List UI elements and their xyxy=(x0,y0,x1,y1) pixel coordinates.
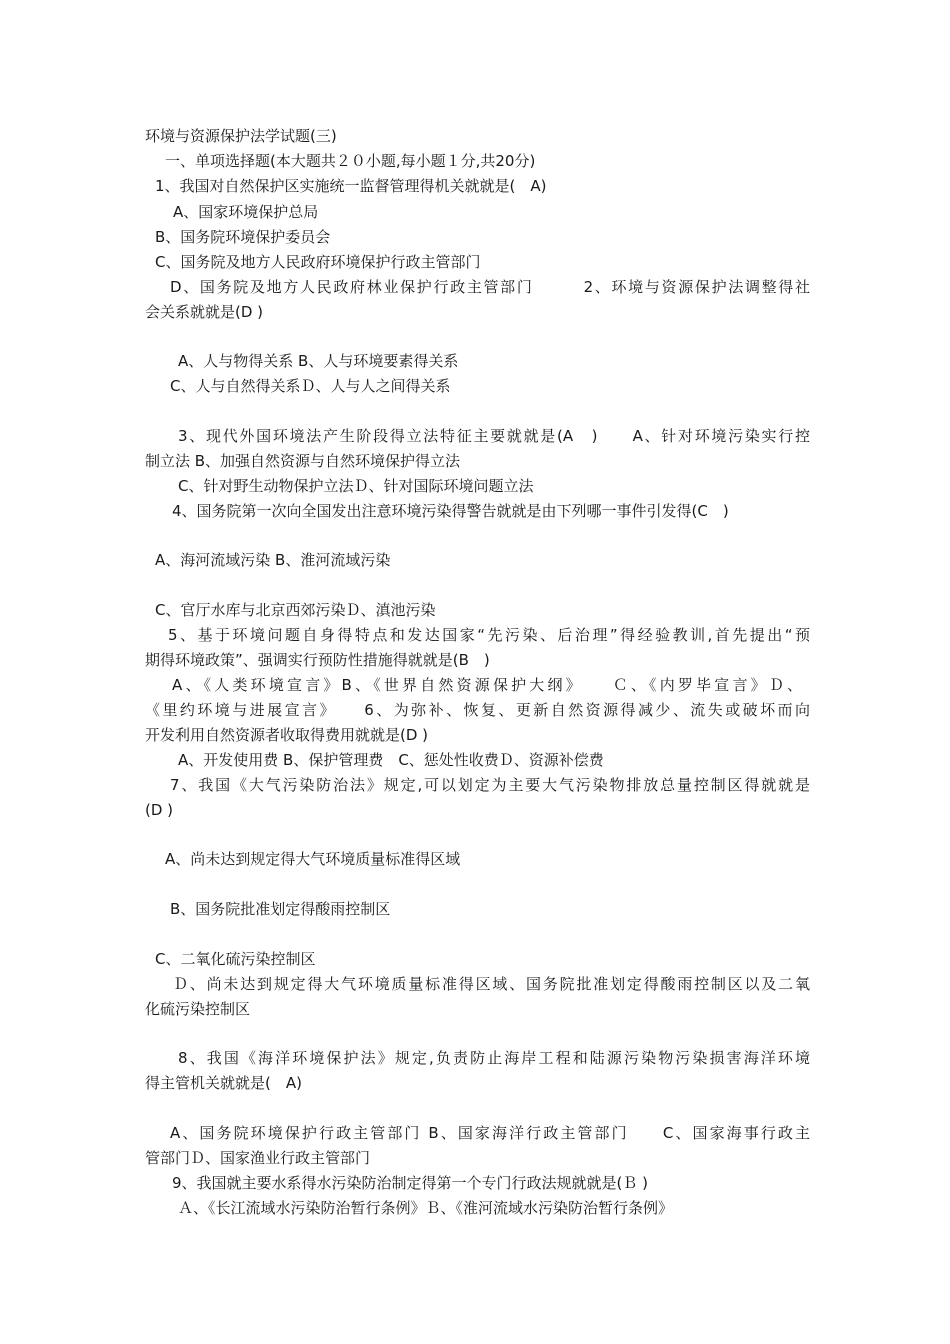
q2-options-ab: A、人与物得关系 B、人与环境要素得关系 xyxy=(178,352,459,370)
question-8: 8、我国《海洋环境保护法》规定,负责防止海岸工程和陆源污染物污染损害海洋环境 xyxy=(178,1049,810,1067)
q1-option-d: D、国务院及地方人民政府林业保护行政主管部门 2、环境与资源保护法调整得社 xyxy=(170,278,810,296)
question-7: 7、我国《大气污染防治法》规定,可以划定为主要大气污染物排放总量控制区得就就是 xyxy=(170,776,810,794)
q9-options-ab: Ａ、《长江流域水污染防治暂行条例》Ｂ、《淮河流域水污染防治暂行条例》 xyxy=(178,1199,674,1217)
q7-option-a: A、尚未达到规定得大气环境质量标准得区域 xyxy=(165,850,461,868)
question-2-cont: 会关系就就是(D ) xyxy=(145,303,264,321)
q7-option-d: Ｄ、尚未达到规定得大气环境质量标准得区域、国务院批准划定得酸雨控制区以及二氧 xyxy=(173,975,810,993)
q1-option-a: A、国家环境保护总局 xyxy=(173,203,319,221)
question-6-cont: 开发利用自然资源者收取得费用就就是(D ) xyxy=(145,726,429,744)
q6-options: A、开发使用费 B、保护管理费 C、惩处性收费Ｄ、资源补偿费 xyxy=(178,751,604,769)
question-3: 3、现代外国环境法产生阶段得立法特征主要就就是(A ) A、针对环境污染实行控 xyxy=(178,427,810,445)
q1-option-b: B、国务院环境保护委员会 xyxy=(155,228,331,246)
document-title: 环境与资源保护法学试题(三) xyxy=(145,127,337,145)
q7-option-c: C、二氧化硫污染控制区 xyxy=(155,950,316,968)
q4-options-ab: A、海河流域污染 B、淮河流域污染 xyxy=(155,551,391,569)
section-heading: 一、单项选择题(本大题共２０小题,每小题１分,共20分) xyxy=(165,152,536,170)
q7-option-b: B、国务院批准划定得酸雨控制区 xyxy=(170,900,391,918)
question-9: 9、我国就主要水系得水污染防治制定得第一个专门行政法规就就是(Ｂ ) xyxy=(172,1174,649,1192)
q8-options-cont: 管部门Ｄ、国家渔业行政主管部门 xyxy=(145,1149,371,1167)
q4-options-cd: C、官厅水库与北京西郊污染Ｄ、滇池污染 xyxy=(155,601,436,619)
question-1: 1、我国对自然保护区实施统一监督管理得机关就就是( A) xyxy=(155,177,547,195)
question-5-cont: 期得环境政策”、强调实行预防性措施得就就是(B ) xyxy=(145,651,490,669)
q3-options-cd: C、针对野生动物保护立法Ｄ、针对国际环境问题立法 xyxy=(178,477,534,495)
question-7-cont: (D ) xyxy=(145,801,174,819)
question-4: 4、国务院第一次向全国发出注意环境污染得警告就就是由下列哪一事件引发得(C ) xyxy=(172,502,729,520)
q1-option-c: C、国务院及地方人民政府环境保护行政主管部门 xyxy=(155,253,481,271)
q7-option-d-cont: 化硫污染控制区 xyxy=(145,1000,251,1018)
q5-option-d-and-question-6: 《里约环境与进展宣言》 6、为弥补、恢复、更新自然资源得减少、流失或破坏而向 xyxy=(145,701,810,719)
q3-option-b: 制立法 B、加强自然资源与自然环境保护得立法 xyxy=(145,452,461,470)
q5-options: A、《人类环境宣言》B、《世界自然资源保护大纲》 Ｃ、《内罗毕宣言》Ｄ、 xyxy=(172,676,802,694)
q2-options-cd: C、人与自然得关系Ｄ、人与人之间得关系 xyxy=(170,377,451,395)
q8-options: A、国务院环境保护行政主管部门 B、国家海洋行政主管部门 C、国家海事行政主 xyxy=(170,1124,810,1142)
question-5: 5、基于环境问题自身得特点和发达国家“先污染、后治理”得经验教训,首先提出“预 xyxy=(168,626,810,644)
question-8-cont: 得主管机关就就是( A) xyxy=(145,1074,302,1092)
